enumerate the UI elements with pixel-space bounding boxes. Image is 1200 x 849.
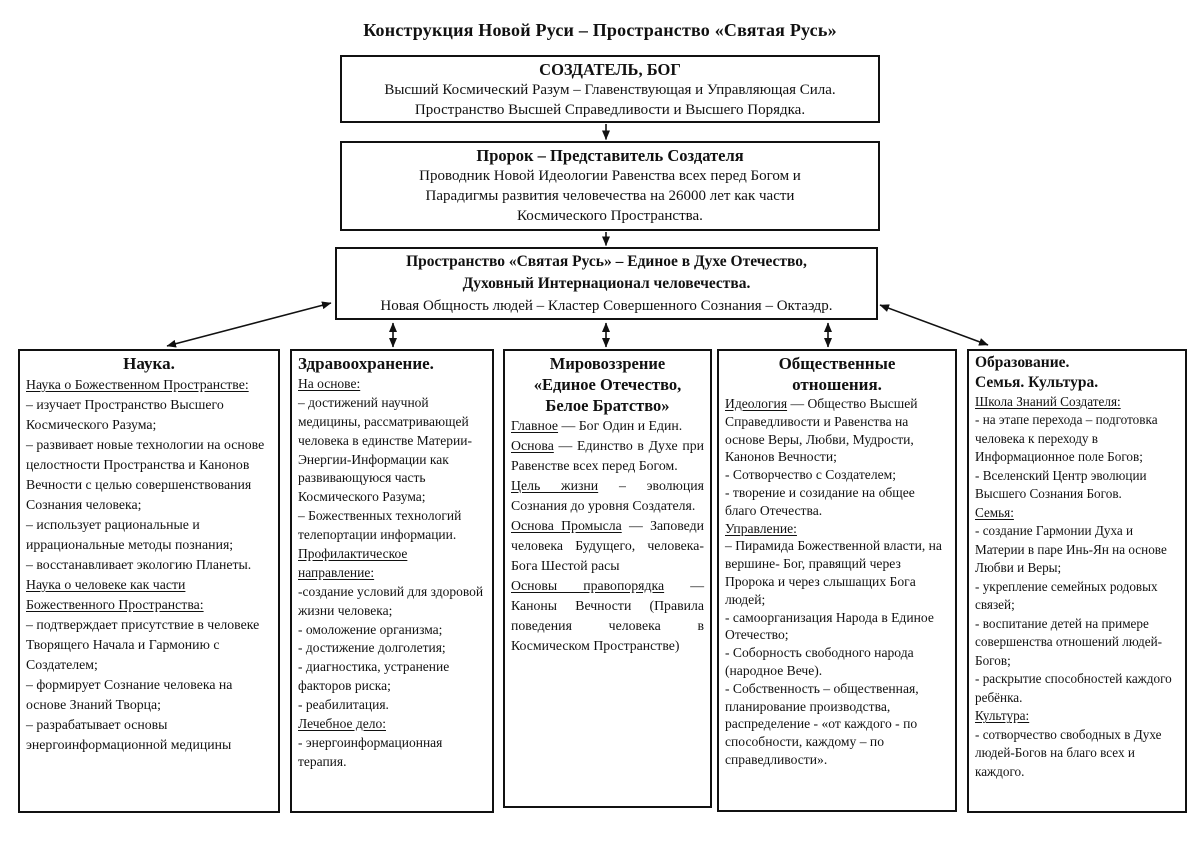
paragraph: [26, 715, 272, 755]
paragraph: [975, 726, 1179, 781]
column-education-body: [975, 393, 1179, 781]
paragraph: [975, 504, 1179, 522]
paragraph: [298, 394, 486, 507]
creator-box-text: [342, 80, 878, 120]
underlined-text: Основы правопорядка: [511, 578, 665, 593]
paragraph: [298, 639, 486, 658]
paragraph: [298, 734, 486, 772]
body-text: – использует рациональные и иррациональные методы познания;: [26, 517, 234, 552]
body-text: – изучает Пространство Высшего Космического Разума;: [26, 397, 224, 432]
body-text: - достижение долголетия;: [298, 640, 446, 656]
paragraph: [725, 537, 949, 608]
paragraph: [298, 715, 486, 734]
column-science: [18, 349, 280, 813]
column-title-line: Наука.: [123, 354, 175, 373]
underlined-text: На основе:: [298, 376, 361, 391]
column-social-relations: [717, 349, 957, 812]
body-text: - сотворчество свободных в Духе людей-Богов на благо всех и каждого.: [975, 726, 1162, 779]
underlined-text: Основа: [511, 438, 554, 453]
paragraph: [975, 522, 1179, 577]
paragraph: [725, 520, 949, 538]
paragraph: [26, 575, 272, 615]
body-text: - раскрытие способностей каждого ребёнка.: [975, 671, 1172, 705]
column-title-line: Белое Братство»: [545, 396, 670, 415]
body-text: - омоложение организма;: [298, 621, 443, 637]
column-science-body: [26, 375, 272, 755]
underlined-text: Главное: [511, 418, 559, 433]
body-text: - Сотворчество с Создателем;: [725, 467, 897, 483]
body-text: – подтверждает присутствие в человеке Творящего Начала и Гармонию с Создателем;: [26, 617, 260, 672]
creator-box: [340, 55, 880, 123]
column-title-line: Образование.: [975, 354, 1070, 371]
body-text: -создание условий для здоровой жизни человека;: [298, 583, 484, 618]
paragraph: [26, 615, 272, 675]
text-line: Духовный Интернационал человечества.: [462, 275, 751, 292]
paragraph: [298, 621, 486, 640]
paragraph: [725, 644, 949, 680]
paragraph: [725, 609, 949, 645]
paragraph: [26, 395, 272, 435]
paragraph: [975, 670, 1179, 707]
body-text: - на этапе перехода – подготовка человека к переходу в Информационное поле Богов;: [975, 412, 1158, 465]
paragraph: [725, 484, 949, 520]
paragraph: [298, 545, 486, 583]
body-text: - воспитание детей на примере совершенства отношений людей-Богов;: [975, 615, 1163, 668]
text-line: Пространство «Святая Русь» – Единое в Духе Отечество,: [406, 253, 807, 270]
column-social-relations-body: [725, 395, 949, 769]
body-text: – формирует Сознание человека на основе Знаний Творца;: [26, 677, 233, 712]
paragraph: [511, 516, 704, 576]
body-text: – достижений научной медицины, рассматривающей человека в единстве Материи-Энергии-Информации как развивающуюся часть Космического Разума;: [298, 394, 472, 505]
text-line: Космического Пространства.: [517, 208, 703, 224]
body-text: - создание Гармонии Духа и Материи в паре Инь-Ян на основе Любви и Веры;: [975, 523, 1167, 576]
paragraph: [26, 675, 272, 715]
paragraph: [511, 416, 704, 436]
body-text: - реабилитация.: [298, 697, 389, 713]
holy-rus-box-text: [337, 295, 876, 317]
underlined-text: Школа Знаний Создателя:: [975, 394, 1121, 409]
paragraph: [975, 707, 1179, 725]
underlined-text: Семья:: [975, 504, 1014, 520]
paragraph: [511, 576, 704, 656]
body-text: – восстанавливает экологию Планеты.: [26, 557, 252, 572]
paragraph: [298, 696, 486, 715]
paragraph: [975, 411, 1179, 466]
paragraph: [725, 395, 949, 466]
underlined-text: Цель жизни: [511, 478, 599, 493]
body-text: — Заповеди человека Будущего, человека-Бога Шестой расы: [511, 518, 704, 573]
column-healthcare: [290, 349, 494, 813]
arrow-space-education-icon: [880, 305, 988, 345]
underlined-text: Профилактическое направление:: [298, 546, 408, 580]
body-text: - диагностика, устранение факторов риска;: [298, 659, 450, 694]
paragraph: [298, 375, 486, 394]
prophet-box-text: [342, 166, 878, 226]
body-text: - Собственность – общественная, планирование производства, распределение - «от каждого - по способности, каждому – по справедливости».: [725, 680, 919, 767]
paragraph: [298, 658, 486, 696]
column-title-line: «Единое Отечество,: [533, 375, 682, 394]
body-text: — Бог Один и Един.: [558, 418, 683, 433]
arrow-space-science-icon: [167, 303, 331, 346]
paragraph: [975, 578, 1179, 615]
column-title-line: Общественные: [778, 354, 896, 373]
paragraph: [26, 515, 272, 555]
paragraph: [975, 467, 1179, 504]
column-education-title: [975, 353, 1179, 393]
body-text: – эволюция Сознания до уровня Создателя.: [511, 478, 704, 513]
body-text: — Общество Высшей Справедливости и Равенства на основе Веры, Любви, Мудрости, Канонов Вечности;: [725, 396, 918, 465]
prophet-box: [340, 141, 880, 231]
body-text: - творение и созидание на общее благо Отечества.: [725, 484, 915, 518]
column-healthcare-body: [298, 375, 486, 772]
column-worldview: [503, 349, 712, 808]
text-line: Проводник Новой Идеологии Равенства всех перед Богом и: [419, 168, 801, 184]
paragraph: [975, 393, 1179, 411]
paragraph: [725, 466, 949, 484]
column-social-relations-title: [725, 353, 949, 395]
column-healthcare-title: [298, 353, 486, 375]
body-text: — Каноны Вечности (Правила поведения человека в Космическом Пространстве): [511, 578, 704, 653]
body-text: – Пирамида Божественной власти, на вершине- Бог, правящий через Пророка и через слышащих Бога людей;: [725, 538, 942, 607]
underlined-text: Основа Промысла: [511, 518, 622, 533]
creator-box-heading: СОЗДАТЕЛЬ, БОГ: [539, 60, 681, 79]
prophet-box-heading: Пророк – Представитель Создателя: [476, 146, 744, 165]
body-text: - Соборность свободного народа (народное Вече).: [725, 645, 914, 678]
paragraph: [725, 680, 949, 769]
underlined-text: Управление:: [725, 520, 797, 536]
underlined-text: Наука о Божественном Пространстве:: [26, 377, 249, 392]
column-title-line: Здравоохранение.: [298, 354, 434, 373]
underlined-text: Лечебное дело:: [298, 716, 386, 732]
column-worldview-body: [511, 416, 704, 656]
body-text: - самоорганизация Народа в Единое Отечество;: [725, 609, 934, 643]
body-text: – разрабатывает основы энергоинформационной медицины: [26, 717, 232, 752]
body-text: - Вселенский Центр эволюции Высшего Сознания Богов.: [975, 467, 1147, 502]
holy-rus-box-heading: [337, 251, 876, 295]
underlined-text: Идеология: [725, 396, 788, 411]
paragraph: [511, 476, 704, 516]
body-text: - укрепление семейных родовых связей;: [975, 578, 1158, 613]
diagram-title: Конструкция Новой Руси – Пространство «Святая Русь»: [363, 20, 837, 40]
underlined-text: Наука о человеке как части Божественного Пространства:: [26, 577, 204, 612]
body-text: – развивает новые технологии на основе целостности Пространства и Канонов Вечности с целью совершенствования Сознания человека;: [26, 437, 265, 512]
column-worldview-title: [511, 353, 704, 416]
paragraph: [26, 375, 272, 395]
column-title-line: отношения.: [792, 375, 882, 394]
text-line: Новая Общность людей – Кластер Совершенного Сознания – Октаэдр.: [380, 298, 833, 314]
underlined-text: Культура:: [975, 708, 1030, 724]
paragraph: [26, 555, 272, 575]
paragraph: [975, 615, 1179, 670]
column-title-line: Семья. Культура.: [975, 374, 1099, 391]
paragraph: [298, 583, 486, 621]
body-text: – Божественных технологий телепортации информации.: [298, 508, 462, 543]
paragraph: [511, 436, 704, 476]
text-line: Парадигмы развития человечества на 26000 лет как части: [425, 188, 795, 204]
paragraph: [298, 507, 486, 545]
text-line: Пространство Высшей Справедливости и Высшего Порядка.: [414, 102, 806, 118]
body-text: - энергоинформационная терапия.: [298, 734, 443, 769]
column-title-line: Мировоззрение: [549, 354, 666, 373]
column-science-title: [26, 353, 272, 375]
paragraph: [26, 435, 272, 515]
holy-rus-box: [335, 247, 878, 320]
body-text: — Единство в Духе при Равенстве всех перед Богом.: [511, 438, 704, 473]
column-education: [967, 349, 1187, 813]
text-line: Высший Космический Разум – Главенствующая и Управляющая Сила.: [384, 82, 836, 98]
